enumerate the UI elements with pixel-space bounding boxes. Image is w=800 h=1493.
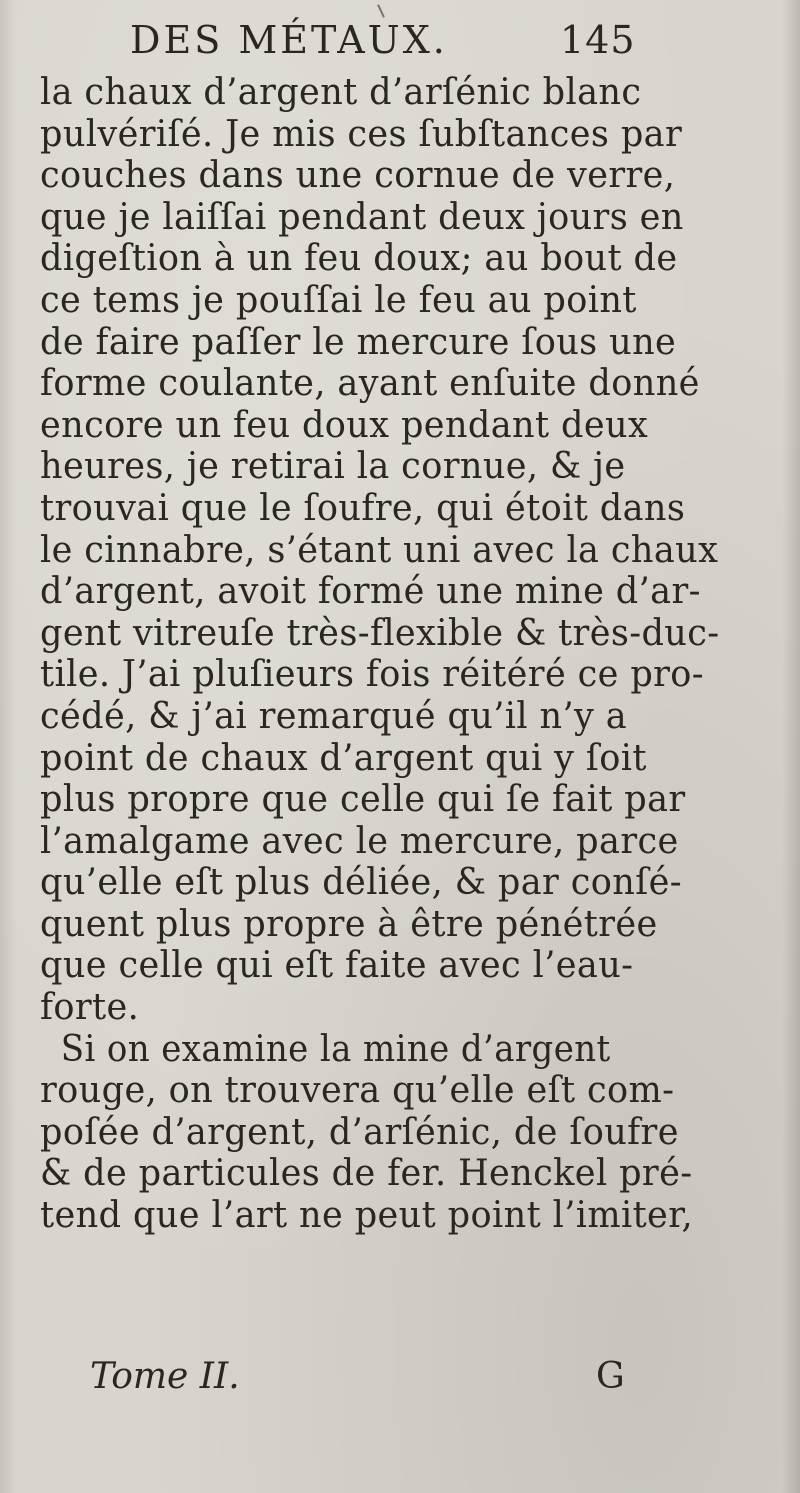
page-shadow-left: [0, 0, 16, 1493]
page-footer: [90, 1356, 710, 1404]
text-line: point de chaux d’argent qui y ſoit: [40, 737, 647, 779]
text-line: plus propre que celle qui ſe fait par: [40, 779, 686, 821]
signature-mark: G: [596, 1356, 625, 1397]
text-line: couches dans une cornue de verre,: [40, 155, 676, 197]
text-line: l’amalgame avec le mercure, parce: [40, 820, 679, 862]
text-line: forte.: [40, 987, 140, 1029]
text-line: digeſtion à un feu doux; au bout de: [40, 238, 678, 280]
text-line: cédé, & j’ai remarqué qu’il n’y a: [40, 695, 628, 737]
text-line: & de particules de fer. Henckel pré-: [40, 1153, 693, 1195]
text-line: encore un feu doux pendant deux: [40, 404, 649, 446]
text-line: d’argent, avoit formé une mine d’ar-: [40, 571, 701, 613]
body-text: [40, 72, 800, 1237]
text-line: tile. J’ai pluſieurs fois réitéré ce pro-: [40, 654, 705, 696]
running-head: [130, 18, 730, 68]
text-line: ce tems je pouſſai le feu au point: [40, 279, 637, 321]
text-line: rouge, on trouvera qu’elle eſt com-: [40, 1070, 675, 1112]
text-line: de faire paſſer le mercure ſous une: [40, 321, 677, 363]
page-number: 145: [560, 18, 636, 62]
paper-mark: [377, 4, 385, 18]
text-line: qu’elle eſt plus déliée, & par conſé-: [40, 862, 682, 904]
text-line: que je laiſſai pendant deux jours en: [40, 196, 684, 238]
text-line: heures, je retirai la cornue, & je: [40, 446, 626, 488]
text-line: gent vitreuſe très-flexible & très-duc-: [40, 612, 720, 654]
text-line: forme coulante, ayant enſuite donné: [40, 363, 700, 405]
text-line: tend que l’art ne peut point l’imiter,: [40, 1195, 694, 1237]
text-line: le cinnabre, s’étant uni avec la chaux: [40, 529, 719, 571]
volume-label: Tome II.: [90, 1356, 240, 1397]
text-line: poſée d’argent, d’arſénic, de ſoufre: [40, 1111, 679, 1153]
text-line: pulvériſé. Je mis ces ſubſtances par: [40, 113, 683, 155]
text-line: la chaux d’argent d’arſénic blanc: [40, 72, 642, 113]
text-line: trouvai que le ſoufre, qui étoit dans: [40, 487, 686, 529]
text-line: quent plus propre à être pénétrée: [40, 903, 658, 945]
text-line: que celle qui eſt faite avec l’eau-: [40, 945, 634, 987]
paragraph-start-line: Si on examine la mine d’argent: [60, 1028, 611, 1070]
running-title: DES MÉTAUX.: [130, 18, 448, 62]
